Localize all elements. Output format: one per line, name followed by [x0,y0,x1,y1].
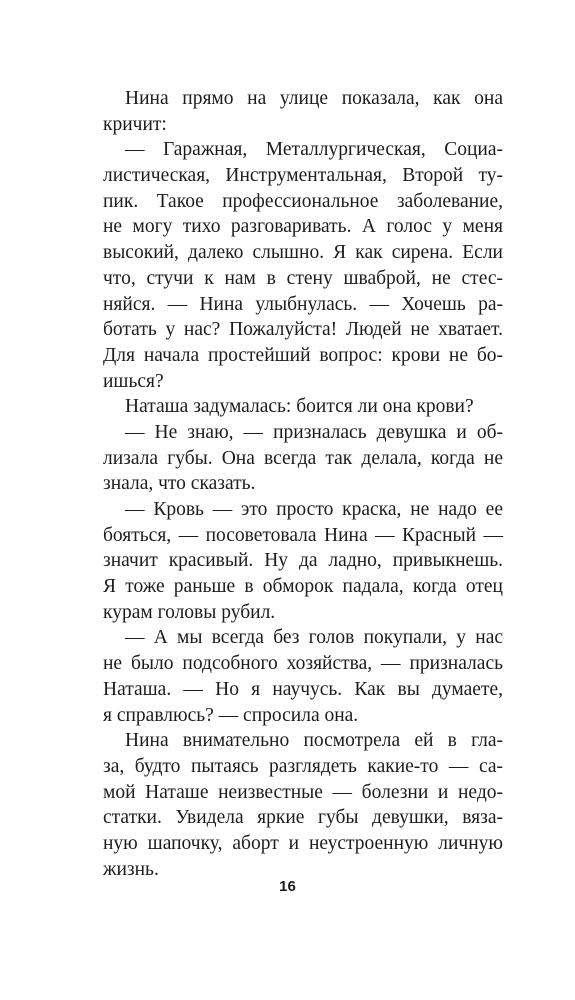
text-line: не могу тихо разговаривать. А голос у меня [103,216,503,238]
text-line: пик. Такое профессиональное заболевание, [103,190,503,212]
text-line: — Не знаю, — призналась девушка и об- [125,421,503,443]
text-line: Нина прямо на улице показала, как она [125,88,503,109]
text-line: — А мы всегда без голов покупали, у нас [125,627,503,649]
text-line: мой Наташе неизвестные — болезни и недо- [103,781,503,803]
text-line: ботать у нас? Пожалуйста! Людей не хватает. [103,319,503,341]
text-line: Для начала простейший вопрос: крови не бо- [103,344,503,366]
text-line: лизала губы. Она всегда так делала, когда не [103,447,503,469]
text-line: курам головы рубил. [103,601,276,623]
page-number: 16 [279,878,296,895]
text-line: Наташа. — Но я научусь. Как вы думаете, [103,678,503,700]
text-line: — Кровь — это просто краска, не надо ее [125,499,503,520]
text-line: Я тоже раньше в обморок падала, когда отец [103,576,503,598]
text-line: статки. Увидела яркие губы девушки, вяза- [103,807,503,829]
text-line: высокий, далеко слышно. Я как сирена. Если [103,242,503,264]
text-line: ишься? [103,370,164,392]
text-line: кричит: [103,113,167,135]
text-line: знала, что сказать. [103,473,256,495]
text-line: Нина внимательно посмотрела ей в гла- [125,730,503,752]
body-text [103,86,503,882]
text-line: жизнь. [103,858,159,880]
text-line: не было подсобного хозяйства, — призналась [103,653,503,675]
text-line: значит красивый. Ну да ладно, привыкнешь. [103,550,503,572]
text-line: бояться, — посоветовала Нина — Красный — [103,524,503,546]
text-line: няйся. — Нина улыбнулась. — Хочешь ра- [103,293,503,315]
text-line: я справлюсь? — спросила она. [103,704,359,726]
text-line: ную шапочку, аборт и неустроенную личную [103,832,503,854]
text-line: — Гаражная, Металлургическая, Социа- [125,139,503,161]
text-line: за, будто пытаясь разглядеть какие-то — са- [103,755,503,777]
text-line: Наташа задумалась: боится ли она крови? [125,396,474,418]
text-line: что, стучи к нам в стену шваброй, не стес- [103,267,503,289]
text-line: листическая, Инструментальная, Второй ту- [103,165,503,187]
